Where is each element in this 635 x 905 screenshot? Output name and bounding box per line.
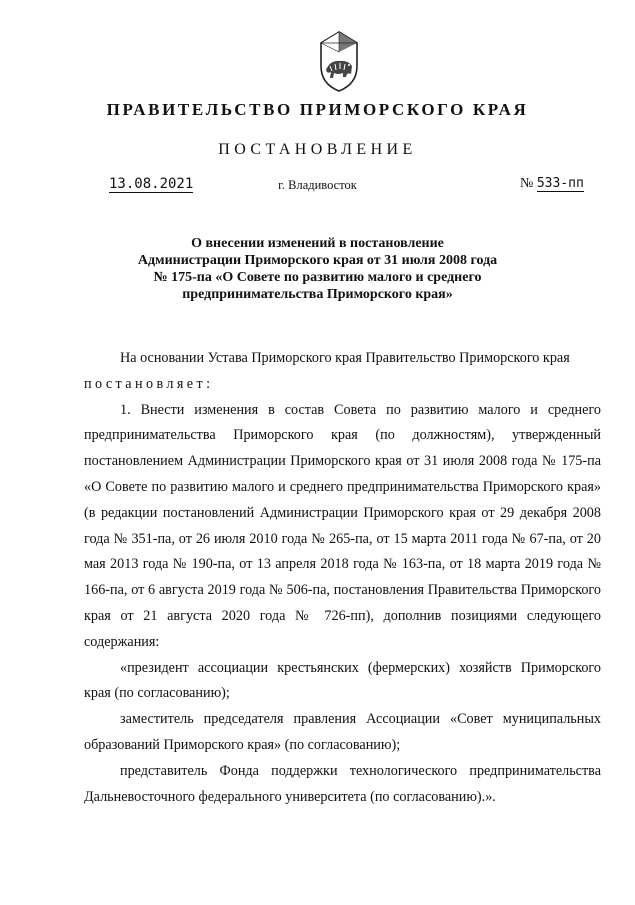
government-title: ПРАВИТЕЛЬСТВО ПРИМОРСКОГО КРАЯ	[106, 100, 529, 119]
document-city: г. Владивосток	[278, 178, 357, 192]
subject-line: О внесении изменений в постановление	[191, 236, 444, 251]
coat-of-arms-emblem	[314, 30, 364, 94]
number-sign: №	[520, 176, 534, 191]
subject-line: № 175-па «О Совете по развитию малого и среднего	[153, 270, 482, 285]
document-type-title: ПОСТАНОВЛЕНИЕ	[218, 141, 417, 158]
subject-line: Администрации Приморского края от 31 июля 2008 года	[137, 253, 498, 268]
number-value: 533-пп	[536, 176, 584, 191]
resolves-word: постановляет:	[84, 375, 214, 392]
subject-line: предпринимательства Приморского края»	[182, 287, 453, 302]
position-2-paragraph: заместитель председателя правления Ассоциации «Совет муниципальных образований Приморского края» (по согласованию);	[84, 711, 601, 753]
position-3-paragraph: представитель Фонда поддержки технологического предпринимательства Дальневосточного федерального университета (по согласованию).».	[84, 762, 601, 805]
document-body	[84, 346, 601, 810]
intro-paragraph: На основании Устава Приморского края Правительство Приморского края	[120, 350, 570, 366]
document-subject	[0, 235, 635, 303]
position-1-paragraph: «президент ассоциации крестьянских (фермерских) хозяйств Приморского края (по согласованию);	[84, 659, 601, 702]
document-number	[520, 176, 584, 192]
item-1-paragraph: 1. Внести изменения в состав Совета по развитию малого и среднего предпринимательства Приморского края (по должностям), утвержденный постановлением Администрации Приморского края от 31 июля 2008 года № 175-па «О Совете по развитию малого и среднего предпринимательства Приморского края» (в редакции постановлений Администрации Приморского края от 29 декабря 2008 года № 351-па, от 26 июля 2010 года № 265-па, от 15 марта 2011 года № 67-па, от 20 мая 2013 года № 190-па, от 13 апреля 2018 года № 163-па, от 18 марта 2019 года № 166-па, от 6 августа 2019 года № 506-па, постановления Правительства Приморского края от 21 августа 2020 года № 726-пп), дополнив позициями следующего содержания:	[84, 401, 601, 650]
date-value: 13.08.2021	[109, 176, 194, 192]
